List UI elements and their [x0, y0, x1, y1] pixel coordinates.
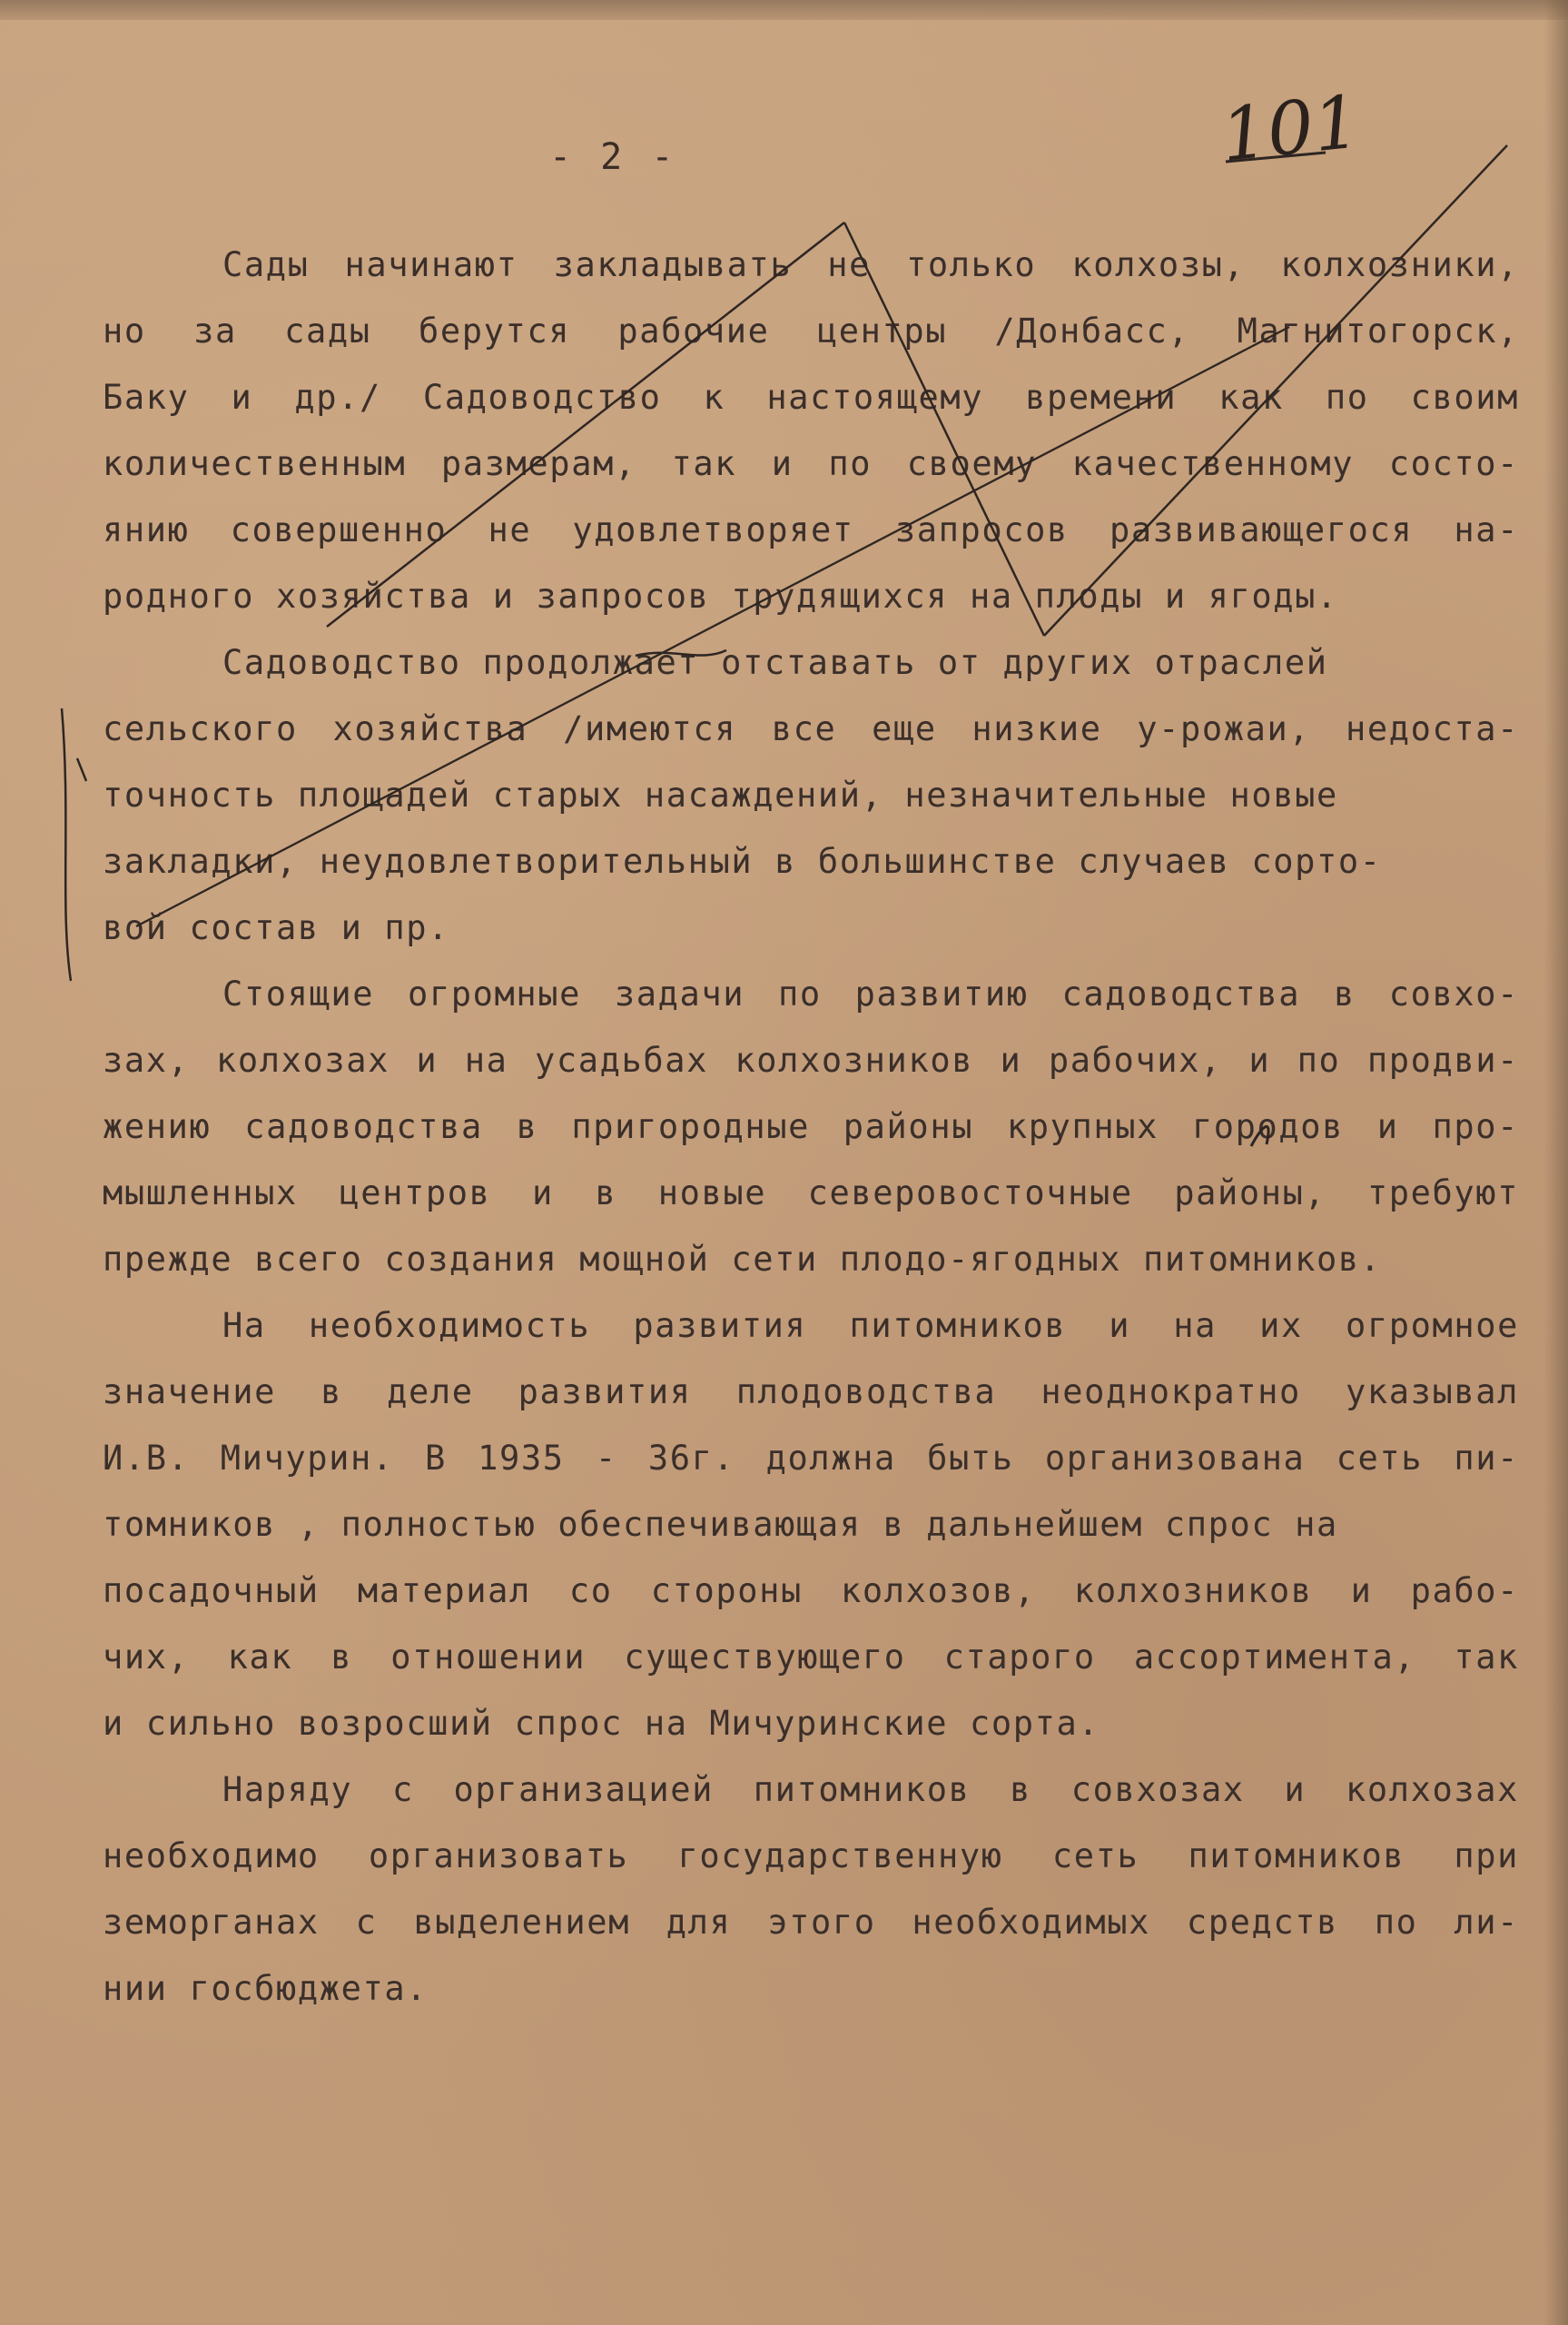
- text-line: жению садоводства в пригородные районы крупных городов и про-: [103, 1107, 1519, 1146]
- text-line: количественным размерам, так и по своему качественному состо-: [103, 444, 1519, 483]
- text-line: зах, колхозах и на усадьбах колхозников и рабочих, и по продви-: [103, 1041, 1519, 1080]
- text-line: Сады начинают закладывать не только колхозы, колхозники,: [222, 245, 1519, 284]
- paper-right-edge: [1544, 0, 1568, 2325]
- text-line: значение в деле развития плодоводства неоднократно указывал: [103, 1372, 1519, 1411]
- text-line: прежде всего создания мощной сети плодо-ягодных питомников.: [103, 1240, 1382, 1279]
- text-line: чих, как в отношении существующего старого ассортимента, так: [103, 1637, 1519, 1677]
- text-line: точность площадей старых насаждений, незначительные новые: [103, 776, 1338, 815]
- text-line: Садоводство продолжает отставать от других отраслей: [222, 643, 1328, 682]
- text-line: родного хозяйства и запросов трудящихся на плоды и ягоды.: [103, 577, 1338, 616]
- text-line: Стоящие огромные задачи по развитию садоводства в совхо-: [222, 975, 1519, 1014]
- text-line: посадочный материал со стороны колхозов, колхозников и рабо-: [103, 1571, 1519, 1610]
- text-line: томников , полностью обеспечивающая в дальнейшем спрос на: [103, 1505, 1338, 1544]
- margin-bracket-mark: [62, 708, 71, 981]
- handwritten-folio-number: 101: [1217, 79, 1365, 178]
- paper-top-edge: [0, 0, 1568, 20]
- text-line: Баку и др./ Садоводство к настоящему времени как по своим: [103, 378, 1519, 417]
- text-line: земорганах с выделением для этого необходимых средств по ли-: [103, 1903, 1519, 1942]
- page-number: - 2 -: [549, 136, 677, 178]
- text-line: сельского хозяйства /имеются все еще низкие у-рожаи, недоста-: [103, 709, 1519, 748]
- text-line: янию совершенно не удовлетворяет запросов развивающегося на-: [103, 510, 1519, 549]
- text-line: необходимо организовать государственную сеть питомников при: [103, 1836, 1519, 1875]
- text-line: На необходимость развития питомников и на их огромное: [222, 1306, 1519, 1345]
- margin-tick-mark: [77, 758, 86, 781]
- text-line: но за сады берутся рабочие центры /Донбасс, Магнитогорск,: [103, 312, 1519, 351]
- text-line: закладки, неудовлетворительный в большинстве случаев сорто-: [103, 842, 1382, 881]
- text-line: Наряду с организацией питомников в совхозах и колхозах: [222, 1770, 1519, 1809]
- text-line: И.В. Мичурин. В 1935 - 36г. должна быть организована сеть пи-: [103, 1439, 1519, 1478]
- text-line: вой состав и пр.: [103, 908, 450, 947]
- text-line: мышленных центров и в новые северовосточные районы, требуют: [103, 1173, 1519, 1212]
- text-line: нии госбюджета.: [103, 1969, 429, 2008]
- typewritten-text-block: [103, 232, 1519, 2022]
- text-line: и сильно возросший спрос на Мичуринские сорта.: [103, 1704, 1100, 1743]
